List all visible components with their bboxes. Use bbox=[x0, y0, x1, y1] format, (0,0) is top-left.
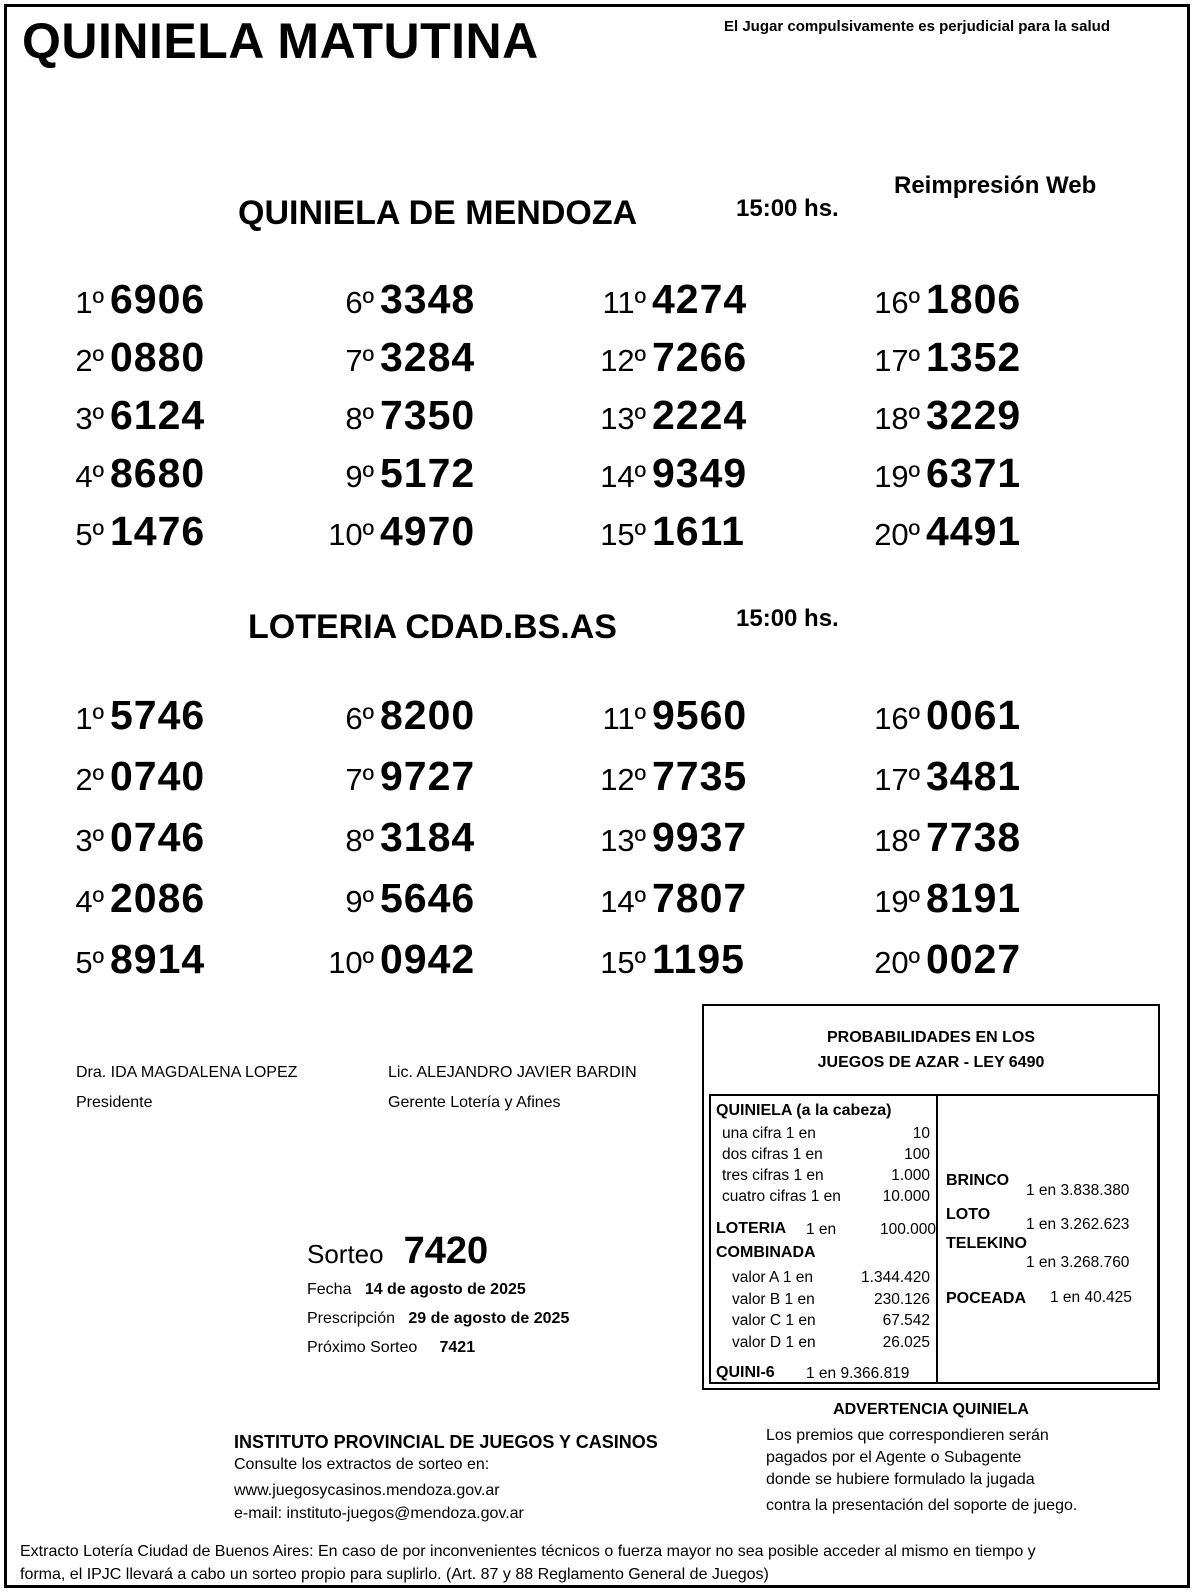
draw-position: 7º bbox=[345, 343, 374, 378]
fecha-label: Fecha bbox=[307, 1281, 352, 1298]
draw-position: 20º bbox=[874, 517, 920, 552]
draw-number: 1352 bbox=[926, 334, 1022, 380]
combinada-row-value: 26.025 bbox=[882, 1333, 930, 1351]
draw-cell bbox=[572, 334, 747, 381]
draw-position: 8º bbox=[345, 823, 374, 858]
signature-right-name: Lic. ALEJANDRO JAVIER BARDIN bbox=[388, 1064, 637, 1081]
draw-cell bbox=[846, 875, 1021, 922]
section1-time: 15:00 hs. bbox=[736, 195, 839, 222]
draw-position: 8º bbox=[345, 401, 374, 436]
draw-cell bbox=[846, 508, 1021, 555]
combinada-row-label: valor B 1 en bbox=[732, 1290, 815, 1308]
draw-cell bbox=[846, 276, 1021, 323]
draw-number: 1476 bbox=[110, 508, 206, 554]
draw-cell bbox=[846, 692, 1021, 739]
signature-left-name: Dra. IDA MAGDALENA LOPEZ bbox=[76, 1064, 298, 1081]
draw-number: 9727 bbox=[380, 753, 476, 799]
loteria-label: LOTERIA bbox=[716, 1220, 787, 1237]
draw-position: 6º bbox=[345, 285, 374, 320]
draw-position: 20º bbox=[874, 945, 920, 980]
draw-position: 9º bbox=[345, 884, 374, 919]
quiniela-row-value: 10 bbox=[912, 1125, 930, 1142]
probabilities-title-2: JUEGOS DE AZAR - LEY 6490 bbox=[817, 1054, 1045, 1071]
draw-cell bbox=[572, 508, 745, 555]
draw-cell bbox=[30, 334, 205, 381]
draw-cell bbox=[572, 692, 747, 739]
combinada-row-value: 1.344.420 bbox=[861, 1269, 930, 1286]
draw-number: 4970 bbox=[380, 508, 476, 554]
draw-cell bbox=[30, 875, 205, 922]
draw-position: 4º bbox=[75, 884, 104, 919]
draw-cell bbox=[30, 508, 205, 555]
telekino-value: 1 en 3.268.760 bbox=[1026, 1254, 1130, 1271]
quiniela-row-label: una cifra 1 en bbox=[722, 1125, 816, 1142]
quiniela-row-value: 1.000 bbox=[891, 1167, 930, 1184]
draw-number: 9560 bbox=[652, 692, 748, 738]
draw-position: 19º bbox=[874, 884, 920, 919]
draw-position: 17º bbox=[874, 343, 920, 378]
draw-cell bbox=[572, 450, 747, 497]
draw-number: 4274 bbox=[652, 276, 748, 322]
institute-line-1: Consulte los extractos de sorteo en: bbox=[234, 1456, 490, 1473]
telekino-label: TELEKINO bbox=[946, 1235, 1027, 1252]
signature-right-role: Gerente Lotería y Afines bbox=[388, 1094, 561, 1111]
draw-number: 6906 bbox=[110, 276, 206, 322]
draw-number: 0746 bbox=[110, 814, 206, 860]
draw-cell bbox=[572, 814, 747, 861]
advertencia-title: ADVERTENCIA QUINIELA bbox=[833, 1401, 1029, 1418]
draw-cell bbox=[300, 334, 475, 381]
draw-number: 5646 bbox=[380, 875, 476, 921]
draw-cell bbox=[572, 936, 745, 983]
draw-position: 16º bbox=[874, 285, 920, 320]
quiniela-row-label: dos cifras 1 en bbox=[722, 1146, 823, 1163]
draw-number: 0880 bbox=[110, 334, 206, 380]
draw-position: 15º bbox=[600, 945, 646, 980]
draw-number: 3481 bbox=[926, 753, 1022, 799]
draw-position: 3º bbox=[75, 401, 104, 436]
draw-cell bbox=[846, 753, 1021, 800]
draw-number: 3348 bbox=[380, 276, 476, 322]
poceada-value: 1 en 40.425 bbox=[1050, 1289, 1132, 1306]
draw-cell bbox=[300, 753, 475, 800]
draw-number: 7738 bbox=[926, 814, 1022, 860]
prescripcion-row bbox=[307, 1310, 569, 1328]
draw-number: 0942 bbox=[380, 936, 476, 982]
draw-position: 1º bbox=[75, 701, 104, 736]
draw-number: 0027 bbox=[926, 936, 1022, 982]
quiniela-row-label: tres cifras 1 en bbox=[722, 1167, 824, 1184]
draw-number: 4491 bbox=[926, 508, 1022, 554]
probabilities-divider bbox=[936, 1094, 938, 1384]
draw-position: 15º bbox=[600, 517, 646, 552]
draw-position: 3º bbox=[75, 823, 104, 858]
draw-cell bbox=[846, 450, 1021, 497]
draw-cell bbox=[30, 936, 205, 983]
section2-title: LOTERIA CDAD.BS.AS bbox=[248, 608, 617, 646]
sorteo-block bbox=[307, 1230, 488, 1273]
combinada-row-label: valor D 1 en bbox=[732, 1333, 816, 1351]
prescripcion-value: 29 de agosto de 2025 bbox=[408, 1310, 570, 1327]
draw-position: 14º bbox=[600, 459, 646, 494]
draw-position: 11º bbox=[602, 285, 646, 320]
advertencia-line-2: pagados por el Agente o Subagente bbox=[766, 1449, 1022, 1466]
draw-number: 7266 bbox=[652, 334, 748, 380]
draw-number: 8680 bbox=[110, 450, 206, 496]
proximo-row bbox=[307, 1339, 475, 1357]
loteria-value: 100.000 bbox=[879, 1221, 936, 1238]
brinco-label: BRINCO bbox=[946, 1172, 1010, 1189]
draw-number: 3229 bbox=[926, 392, 1022, 438]
draw-cell bbox=[300, 508, 475, 555]
draw-position: 13º bbox=[600, 823, 646, 858]
fecha-value: 14 de agosto de 2025 bbox=[364, 1281, 526, 1298]
draw-position: 12º bbox=[600, 762, 646, 797]
draw-cell bbox=[846, 936, 1021, 983]
draw-number: 7350 bbox=[380, 392, 476, 438]
draw-number: 9349 bbox=[652, 450, 748, 496]
fecha-row bbox=[307, 1281, 526, 1299]
draw-number: 0740 bbox=[110, 753, 206, 799]
advertencia-line-4: contra la presentación del soporte de juego. bbox=[766, 1497, 1078, 1514]
draw-position: 11º bbox=[602, 701, 646, 736]
draw-position: 1º bbox=[75, 285, 104, 320]
draw-position: 12º bbox=[600, 343, 646, 378]
quiniela-head: QUINIELA (a la cabeza) bbox=[716, 1102, 892, 1119]
draw-number: 2086 bbox=[110, 875, 206, 921]
draw-number: 5172 bbox=[380, 450, 476, 496]
draw-cell bbox=[300, 814, 475, 861]
draw-position: 14º bbox=[600, 884, 646, 919]
combinada-head: COMBINADA bbox=[716, 1244, 816, 1261]
draw-position: 2º bbox=[75, 343, 104, 378]
draw-number: 8191 bbox=[926, 875, 1022, 921]
draw-number: 8200 bbox=[380, 692, 476, 738]
section1-title: QUINIELA DE MENDOZA bbox=[238, 194, 638, 232]
draw-number: 9937 bbox=[652, 814, 748, 860]
draw-number: 1806 bbox=[926, 276, 1022, 322]
draw-number: 3184 bbox=[380, 814, 476, 860]
health-warning: El Jugar compulsivamente es perjudicial para la salud bbox=[724, 18, 1110, 35]
quiniela-row-label: cuatro cifras 1 en bbox=[722, 1188, 841, 1205]
draw-cell bbox=[30, 450, 205, 497]
footer-line-1: Extracto Lotería Ciudad de Buenos Aires: En caso de por inconvenientes técnicos o fuerza mayor no sea posible acceder al mismo en tiempo y bbox=[20, 1543, 1036, 1560]
quini6-value: 1 en 9.366.819 bbox=[806, 1365, 910, 1382]
draw-cell bbox=[30, 276, 205, 323]
loteria-en: 1 en bbox=[806, 1221, 837, 1238]
draw-position: 2º bbox=[75, 762, 104, 797]
draw-position: 10º bbox=[328, 945, 374, 980]
draw-position: 10º bbox=[328, 517, 374, 552]
draw-number: 6371 bbox=[926, 450, 1022, 496]
draw-position: 18º bbox=[874, 823, 920, 858]
sorteo-label: Sorteo bbox=[307, 1239, 384, 1269]
draw-position: 5º bbox=[75, 945, 104, 980]
draw-cell bbox=[572, 392, 747, 439]
brinco-value: 1 en 3.838.380 bbox=[1026, 1182, 1130, 1199]
draw-cell bbox=[300, 936, 475, 983]
combinada-row-value: 230.126 bbox=[873, 1290, 930, 1308]
draw-position: 5º bbox=[75, 517, 104, 552]
draw-cell bbox=[300, 392, 475, 439]
draw-position: 9º bbox=[345, 459, 374, 494]
combinada-row-label: valor C 1 en bbox=[732, 1312, 816, 1329]
institute-email-link[interactable]: e-mail: instituto-juegos@mendoza.gov.ar bbox=[234, 1505, 524, 1522]
draw-position: 19º bbox=[874, 459, 920, 494]
prescripcion-label: Prescripción bbox=[307, 1310, 396, 1327]
combinada-row-label: valor A 1 en bbox=[732, 1269, 814, 1286]
institute-name: INSTITUTO PROVINCIAL DE JUEGOS Y CASINOS bbox=[234, 1432, 658, 1452]
draw-cell bbox=[30, 692, 205, 739]
draw-position: 7º bbox=[345, 762, 374, 797]
draw-cell bbox=[30, 814, 205, 861]
quiniela-row-value: 100 bbox=[904, 1146, 930, 1163]
footer-line-2: forma, el IPJC llevará a cabo un sorteo propio para suplirlo. (Art. 87 y 88 Reglamento General de Juegos) bbox=[20, 1566, 769, 1583]
draw-number: 1611 bbox=[652, 508, 745, 554]
draw-number: 7807 bbox=[652, 875, 748, 921]
draw-number: 1195 bbox=[652, 936, 745, 982]
draw-cell bbox=[300, 692, 475, 739]
draw-cell bbox=[300, 276, 475, 323]
draw-position: 13º bbox=[600, 401, 646, 436]
probabilities-title-1: PROBABILIDADES EN LOS bbox=[826, 1029, 1035, 1046]
draw-cell bbox=[572, 276, 747, 323]
draw-position: 17º bbox=[874, 762, 920, 797]
draw-cell bbox=[30, 392, 205, 439]
draw-cell bbox=[572, 753, 747, 800]
draw-cell bbox=[572, 875, 747, 922]
draw-position: 6º bbox=[345, 701, 374, 736]
draw-cell bbox=[846, 334, 1021, 381]
draw-cell bbox=[300, 450, 475, 497]
draw-position: 18º bbox=[874, 401, 920, 436]
draw-number: 8914 bbox=[110, 936, 206, 982]
advertencia-line-3: donde se hubiere formulado la jugada bbox=[766, 1471, 1035, 1488]
draw-number: 3284 bbox=[380, 334, 476, 380]
section2-time: 15:00 hs. bbox=[736, 605, 839, 632]
draw-cell bbox=[846, 814, 1021, 861]
proximo-value: 7421 bbox=[439, 1339, 476, 1356]
page-title: QUINIELA MATUTINA bbox=[22, 13, 539, 69]
draw-cell bbox=[300, 875, 475, 922]
quiniela-row-value: 10.000 bbox=[882, 1188, 930, 1205]
signature-left-role: Presidente bbox=[76, 1094, 153, 1111]
draw-number: 6124 bbox=[110, 392, 206, 438]
loto-label: LOTO bbox=[946, 1206, 991, 1223]
draw-position: 4º bbox=[75, 459, 104, 494]
draw-number: 7735 bbox=[652, 753, 748, 799]
draw-cell bbox=[30, 753, 205, 800]
advertencia-line-1: Los premios que correspondieren serán bbox=[766, 1427, 1049, 1444]
draw-number: 5746 bbox=[110, 692, 206, 738]
draw-number: 2224 bbox=[652, 392, 748, 438]
institute-website-link[interactable]: www.juegosycasinos.mendoza.gov.ar bbox=[234, 1482, 500, 1499]
poceada-label: POCEADA bbox=[946, 1290, 1027, 1307]
proximo-label: Próximo Sorteo bbox=[307, 1339, 418, 1356]
reprint-label: Reimpresión Web bbox=[894, 172, 1097, 199]
draw-position: 16º bbox=[874, 701, 920, 736]
draw-number: 0061 bbox=[926, 692, 1022, 738]
draw-cell bbox=[846, 392, 1021, 439]
quini6-label: QUINI-6 bbox=[716, 1364, 775, 1381]
sorteo-number: 7420 bbox=[403, 1230, 489, 1272]
combinada-row-value: 67.542 bbox=[882, 1312, 930, 1329]
loto-value: 1 en 3.262.623 bbox=[1026, 1216, 1130, 1233]
